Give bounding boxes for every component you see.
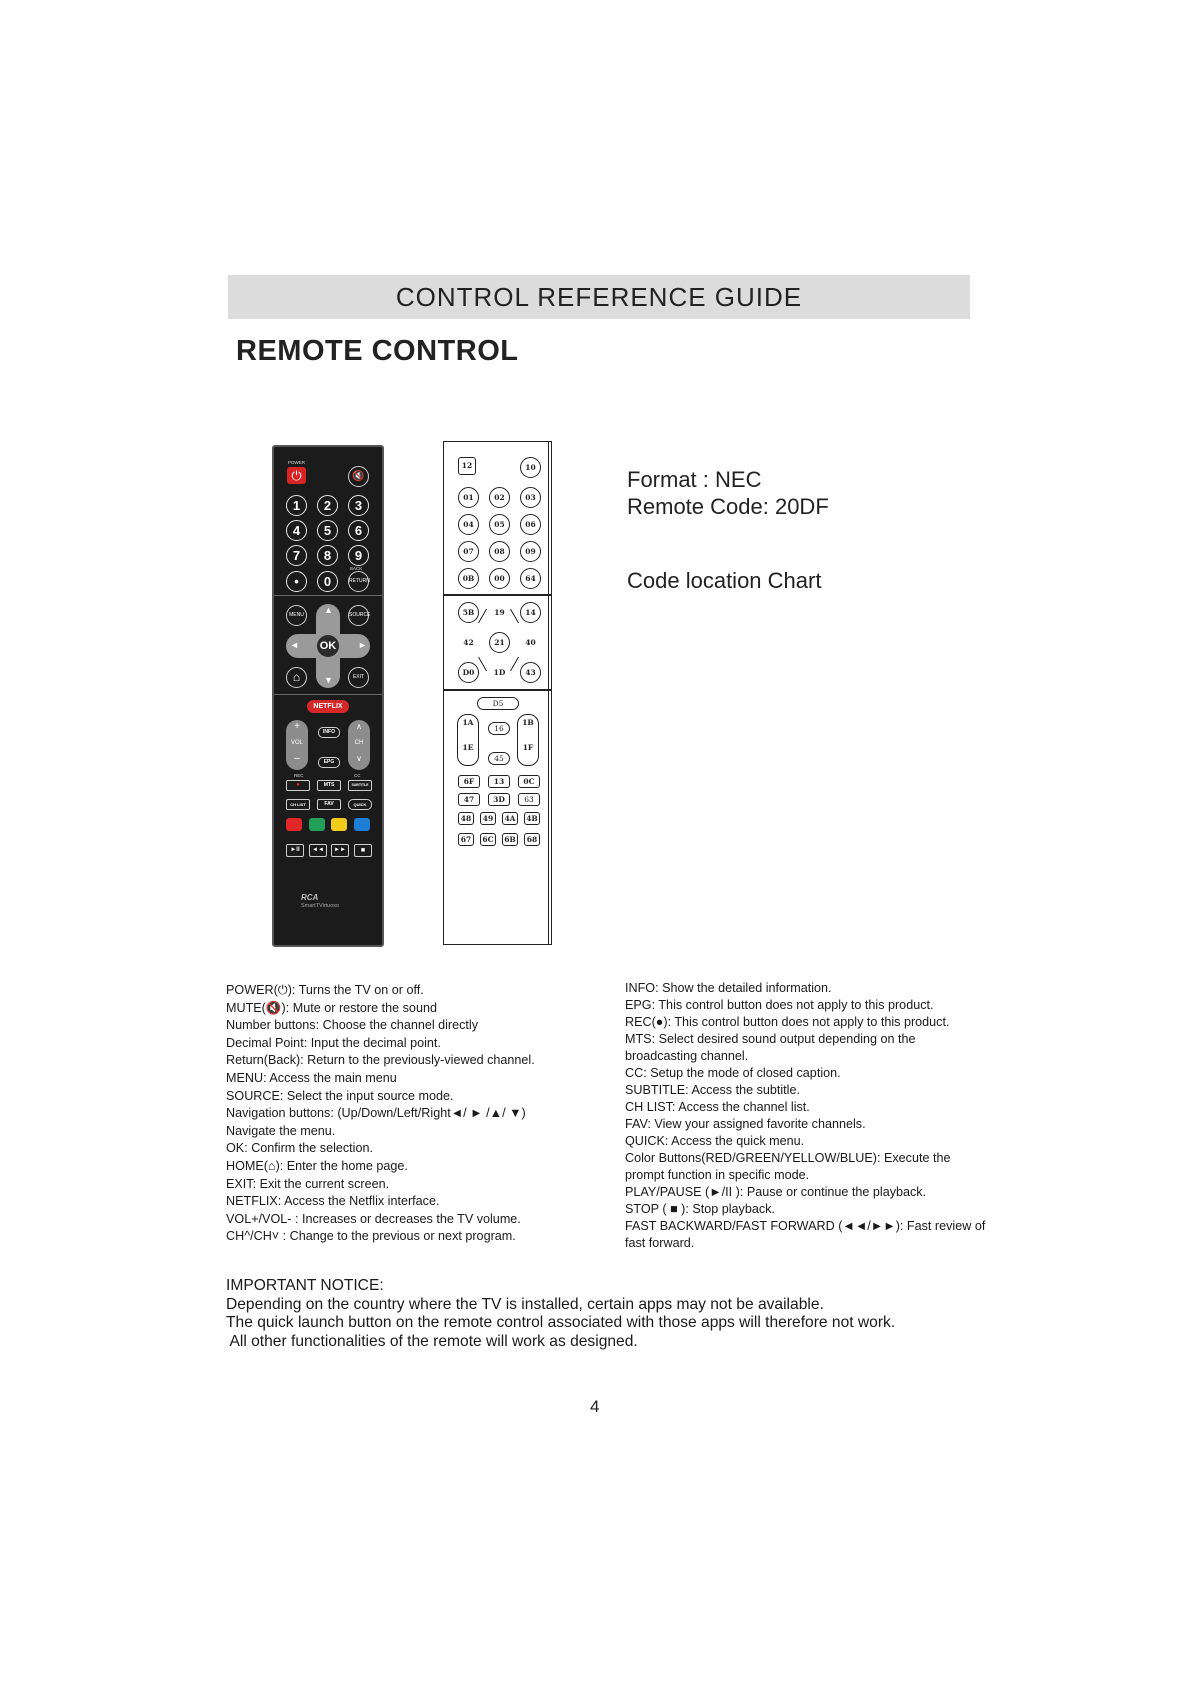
remote-illustration [272,445,384,947]
desc-item: OK: Confirm the selection. [226,1141,373,1156]
code-cell: 47 [458,793,480,806]
num-key-4: 4 [286,520,307,541]
yellow-key [331,818,347,831]
fast-forward-icon: ►► [334,847,346,853]
code-cell: 02 [489,487,510,508]
code-epg: 45 [488,752,510,765]
play-pause-icon: ►II [290,847,300,853]
down-arrow-icon: ▼ [324,675,333,685]
play-pause-key [286,844,304,857]
code-cell: 05 [489,514,510,535]
decimal-key: • [286,571,307,592]
code-cell: 0B [458,568,479,589]
vol-label: VOL [290,740,303,746]
desc-item: CH^/CH˅ : Change to the previous or next program. [226,1229,516,1244]
code-cell: 07 [458,541,479,562]
desc-item: EXIT: Exit the current screen. [226,1176,390,1191]
code-ok: 21 [489,632,510,653]
desc-item: Return(Back): Return to the previously-viewed channel. [226,1053,535,1068]
desc-item: FAV: View your assigned favorite channels. [625,1117,866,1131]
home-key [286,667,307,688]
chart-divider [444,689,551,691]
code-cell: 6C [480,833,496,846]
cc-label: CC [354,773,361,778]
code-cell: 3D [488,793,510,806]
code-ch-down: 1F [522,743,534,752]
code-cell: 0C [518,775,540,788]
power-key [287,467,306,484]
code-cell: 00 [489,568,510,589]
desc-item: VOL+/VOL- : Increases or decreases the TV volume. [226,1211,521,1226]
code-cell: 67 [458,833,474,846]
vol-plus-icon: + [294,721,300,732]
code-cell: 03 [520,487,541,508]
vol-rocker [286,720,308,770]
desc-item: CH LIST: Access the channel list. [625,1100,810,1114]
code-vol-up: 1A [462,718,474,727]
remote-divider [274,595,382,596]
ch-down-icon: ∨ [356,754,362,763]
code-cell: 68 [524,833,540,846]
power-label: POWER [288,460,306,465]
code-source: 14 [520,602,541,623]
code-ch-up: 1B [522,718,534,727]
rewind-key [309,844,327,857]
code-cell: 6B [502,833,518,846]
desc-item: SOURCE: Select the input source mode. [226,1088,454,1103]
code-left: 42 [463,638,474,647]
code-info: 16 [488,722,510,735]
guide-title: CONTROL REFERENCE GUIDE [395,281,803,312]
quick-key: QUICK [348,799,372,810]
num-key-9: 9 [348,545,369,566]
desc-item: STOP ( ■ ): Stop playback. [625,1202,775,1216]
code-cell: 4A [502,812,518,825]
left-arrow-icon: ◄ [290,640,299,650]
chart-line [478,609,487,624]
code-home: D0 [458,662,479,683]
menu-key: MENU [286,605,307,626]
brand-logo: RCA [301,893,319,902]
fast-forward-key [331,844,349,857]
mts-key: MTS [317,780,341,791]
format-text: Format : NEC [627,467,762,492]
code-cell: 06 [520,514,541,535]
code-up: 19 [494,608,505,617]
desc-item: MENU: Access the main menu [226,1070,397,1085]
desc-item: REC(●): This control button does not apply to this product. [625,1015,950,1029]
code-cell: 48 [458,812,474,825]
code-cell: 04 [458,514,479,535]
desc-item: INFO: Show the detailed information. [625,981,832,995]
chart-line [478,657,487,672]
code-vol-down: 1E [462,743,474,752]
rec-label: REC [294,773,304,778]
code-cell: 09 [520,541,541,562]
ch-up-icon: ∧ [356,722,362,731]
code-cell: 01 [458,487,479,508]
return-key: RETURN [348,571,369,592]
remote-divider [274,694,382,695]
mute-key [348,466,369,487]
desc-item: CC: Setup the mode of closed caption. [625,1066,841,1080]
rec-key [286,780,310,791]
ok-key: OK [317,635,339,657]
desc-item: Number buttons: Choose the channel directly [226,1018,479,1033]
chart-line [510,657,519,672]
code-cell: 6F [458,775,480,788]
code-ch-rocker [517,714,539,766]
code-cell: 08 [489,541,510,562]
code-cell: 13 [488,775,510,788]
descriptions-left [226,982,606,1246]
desc-item: PLAY/PAUSE (►/II ): Pause or continue the playback. [625,1185,927,1199]
power-icon: ⏻ [291,468,302,483]
notice-title: IMPORTANT NOTICE: [226,1277,384,1294]
subtitle-key: SUBTITLE [348,780,372,791]
red-key [286,818,302,831]
remote-code-text: Remote Code: 20DF [627,494,829,519]
num-key-7: 7 [286,545,307,566]
descriptions-right [625,980,990,1252]
chart-line [510,609,519,624]
desc-item: Color Buttons(RED/GREEN/YELLOW/BLUE): Execute the prompt function in specific mode. [625,1151,951,1182]
code-down: 1D [493,668,506,677]
desc-item: FAST BACKWARD/FAST FORWARD (◄◄/►►): Fast review of fast forward. [625,1219,986,1250]
chart-divider [444,594,551,596]
num-key-3: 3 [348,495,369,516]
desc-item: QUICK: Access the quick menu. [625,1134,805,1148]
stop-key [354,844,372,857]
source-key: SOURCE [348,605,369,626]
desc-item: Navigation buttons: (Up/Down/Left/Right◄/ ► /▲/ ▼) [226,1106,526,1121]
num-key-1: 1 [286,495,307,516]
page-number: 4 [590,1397,600,1416]
desc-item: POWER(⏻): Turns the TV on or off. [226,983,424,997]
fav-key: FAV [317,799,341,810]
code-cell: 49 [480,812,496,825]
stop-icon: ■ [360,847,366,854]
desc-item: MTS: Select desired sound output depending on the broadcasting channel. [625,1032,916,1063]
desc-item: EPG: This control button does not apply to this product. [625,998,934,1012]
code-right: 40 [525,638,536,647]
right-arrow-icon: ► [358,640,367,650]
chart-title: Code location Chart [627,568,822,593]
code-vol-rocker [457,714,479,766]
desc-item: MUTE(🔇): Mute or restore the sound [226,1000,437,1015]
num-key-2: 2 [317,495,338,516]
desc-item: NETFLIX: Access the Netflix interface. [226,1194,440,1209]
ch-label: CH [354,740,364,746]
vol-minus-icon: – [294,753,300,764]
code-cell: 63 [518,793,540,806]
rec-dot-icon: ● [296,782,300,788]
section-title: REMOTE CONTROL [236,335,519,367]
code-netflix: D5 [477,697,519,710]
brand-subtitle: SmartTVirtuoso [301,903,340,909]
notice-line: Depending on the country where the TV is installed, certain apps may not be available. [226,1295,824,1313]
blue-key [354,818,370,831]
ch-rocker [348,720,370,770]
code-exit: 43 [520,662,541,683]
chlist-key: CH LIST [286,799,310,810]
code-location-chart [443,441,552,945]
up-arrow-icon: ▲ [324,605,333,615]
desc-item: HOME(⌂): Enter the home page. [226,1158,408,1173]
code-power: 12 [458,457,476,475]
num-key-6: 6 [348,520,369,541]
notice-line: The quick launch button on the remote control associated with those apps will therefore not work. [226,1314,896,1331]
info-key: INFO [318,727,340,738]
code-mute: 10 [520,457,541,478]
code-cell: 4B [524,812,540,825]
back-label: BACK [350,566,363,571]
green-key [309,818,325,831]
num-key-0: 0 [317,571,338,592]
code-cell: 64 [520,568,541,589]
desc-item: Decimal Point: Input the decimal point. [226,1035,441,1050]
notice-line: All other functionalities of the remote will work as designed. [226,1332,638,1350]
desc-item: SUBTITLE: Access the subtitle. [625,1083,800,1097]
epg-key: EPG [318,757,340,768]
guide-header-bar [228,275,970,319]
num-key-8: 8 [317,545,338,566]
format-block [627,466,829,520]
desc-item: Navigate the menu. [226,1123,336,1138]
num-key-5: 5 [317,520,338,541]
exit-key: EXIT [348,667,369,688]
code-menu: 5B [458,602,479,623]
mute-icon: 🔇 [352,471,365,482]
netflix-key: NETFLIX [307,700,349,713]
important-notice [226,1277,986,1351]
home-icon: ⌂ [292,670,301,684]
rewind-icon: ◄◄ [312,847,324,853]
